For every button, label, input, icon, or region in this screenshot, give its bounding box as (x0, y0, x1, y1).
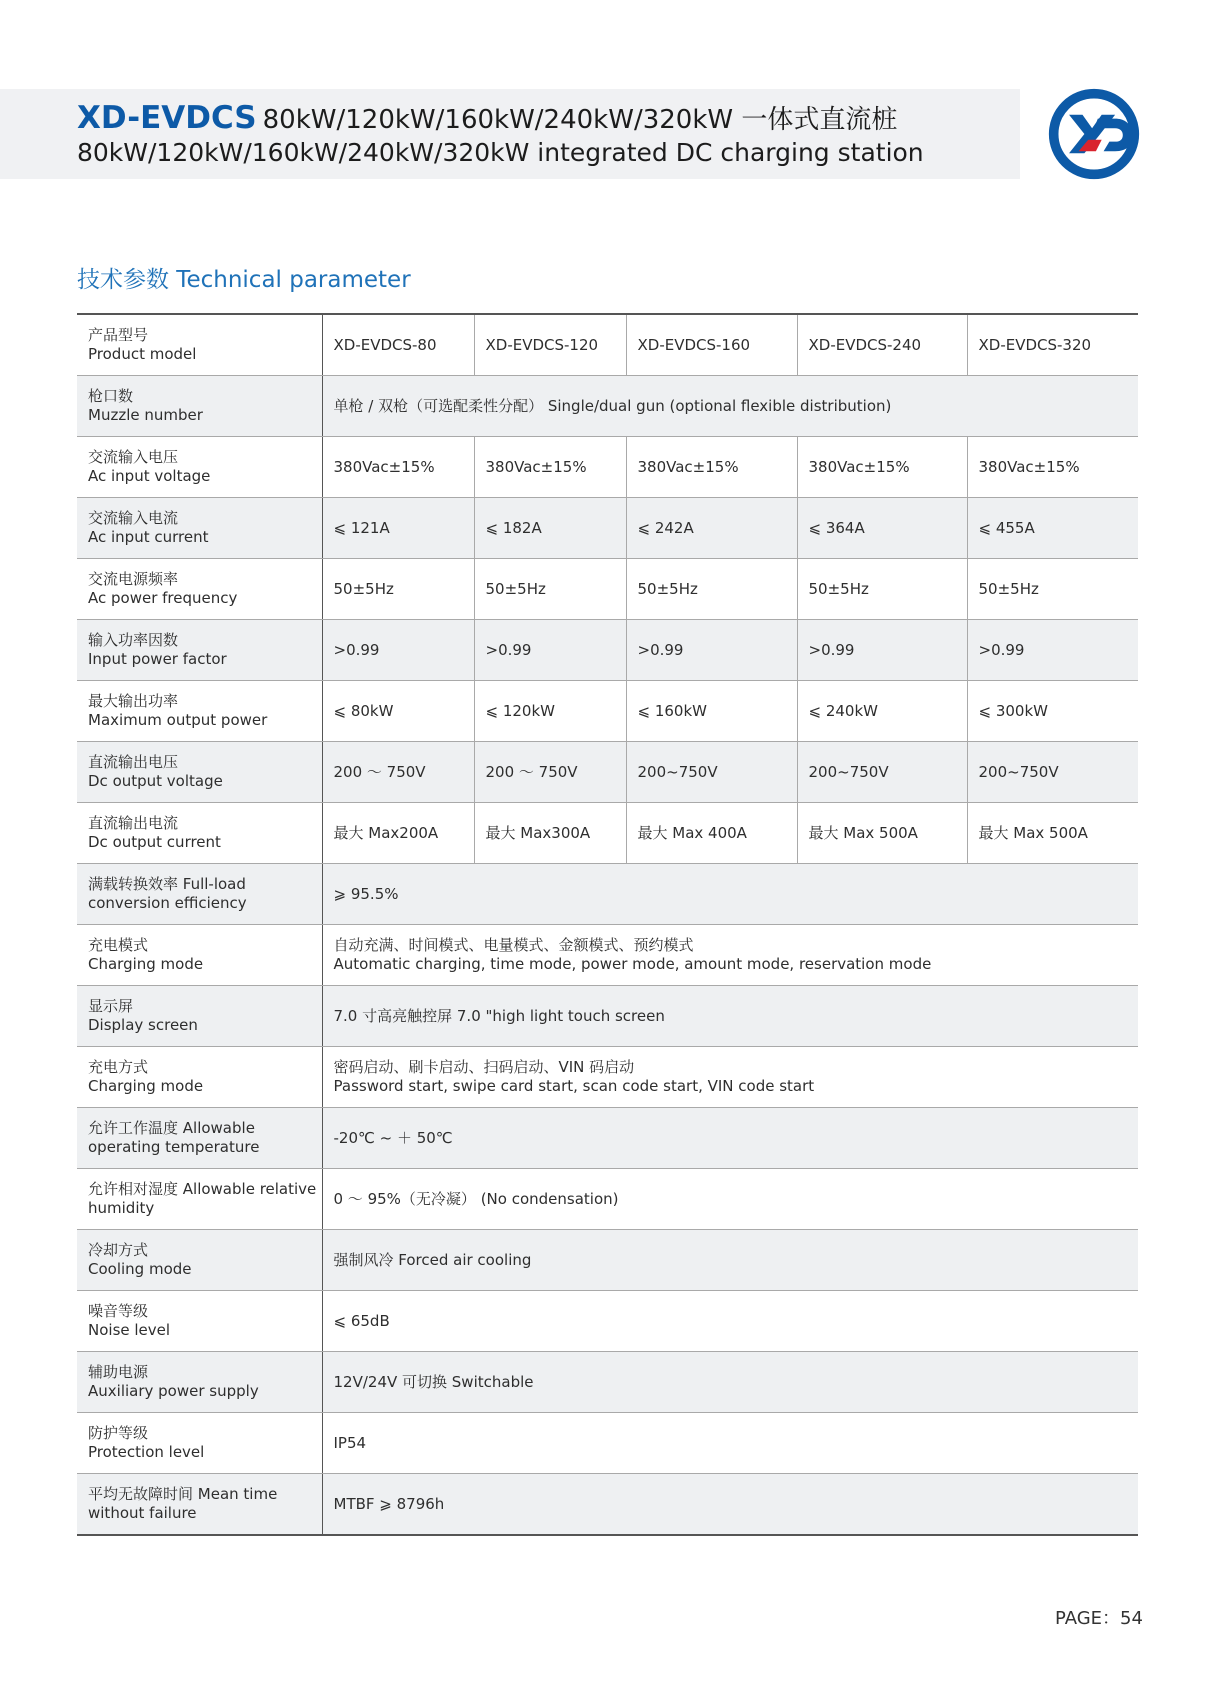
value-cell: ⩽ 120kW (474, 681, 626, 742)
value-cell: ⩽ 80kW (322, 681, 474, 742)
table-row (77, 742, 1138, 803)
value-cell: 最大 Max200A (322, 803, 474, 864)
value-span-cell (322, 376, 1138, 437)
model-header-cell: XD-EVDCS-160 (626, 314, 797, 376)
table-row (77, 1230, 1138, 1291)
value-line: 12V/24V 可切换 Switchable (333, 1372, 534, 1391)
row-label-zh: 满载转换效率 Full-load (88, 875, 246, 893)
section-title: 技术参数 Technical parameter (77, 267, 411, 293)
value-cell: 380Vac±15% (626, 437, 797, 498)
row-label-en: Product model (88, 345, 197, 363)
table-row (77, 437, 1138, 498)
value-cell: ⩽ 242A (626, 498, 797, 559)
value-cell: 最大 Max300A (474, 803, 626, 864)
row-label-en: Dc output voltage (88, 772, 223, 790)
row-label (77, 437, 322, 498)
value-cell: ⩽ 455A (967, 498, 1138, 559)
row-label-en: Auxiliary power supply (88, 1382, 259, 1400)
value-cell: 200~750V (797, 742, 967, 803)
value-line: Automatic charging, time mode, power mode, amount mode, reservation mode (333, 955, 932, 973)
title-cn (77, 99, 897, 136)
value-line: 自动充满、时间模式、电量模式、金额模式、预约模式 (333, 936, 694, 954)
row-label-zh: 防护等级 (88, 1424, 149, 1442)
value-cell: 最大 Max 500A (967, 803, 1138, 864)
title-en: 80kW/120kW/160kW/240kW/320kW integrated DC charging station (77, 138, 924, 167)
value-span-cell (322, 1474, 1138, 1536)
value-span-cell (322, 986, 1138, 1047)
value-cell: ⩽ 300kW (967, 681, 1138, 742)
table-row (77, 803, 1138, 864)
value-cell: ⩽ 160kW (626, 681, 797, 742)
table-row (77, 1108, 1138, 1169)
table-row (77, 1291, 1138, 1352)
row-label-zh: 枪口数 (88, 387, 134, 405)
row-label-zh: 直流输出电压 (88, 753, 179, 771)
value-cell: 50±5Hz (967, 559, 1138, 620)
row-label-zh: 辅助电源 (88, 1363, 149, 1381)
table-row (77, 1413, 1138, 1474)
value-span-cell (322, 1352, 1138, 1413)
value-cell: 200~750V (626, 742, 797, 803)
spec-table (77, 313, 1138, 1536)
value-line: 密码启动、刷卡启动、扫码启动、VIN 码启动 (333, 1058, 635, 1076)
value-line: 强制风冷 Forced air cooling (333, 1250, 532, 1269)
row-label (77, 1169, 322, 1230)
value-line: 单枪 / 双枪（可选配柔性分配） Single/dual gun (optional flexible distribution) (333, 396, 892, 415)
value-line: 7.0 寸高亮触控屏 7.0 "high light touch screen (333, 1006, 665, 1025)
row-label (77, 864, 322, 925)
value-span-cell (322, 1108, 1138, 1169)
row-label (77, 559, 322, 620)
row-label-zh: 冷却方式 (88, 1241, 149, 1259)
value-line: -20℃ ~ ＋ 50℃ (333, 1128, 453, 1147)
row-label-zh: 交流输入电压 (88, 448, 179, 466)
row-label-en: Noise level (88, 1321, 171, 1339)
row-label-en: Display screen (88, 1016, 198, 1034)
value-line: Password start, swipe card start, scan code start, VIN code start (333, 1077, 815, 1095)
value-cell: 200 ～ 750V (474, 742, 626, 803)
table-row (77, 681, 1138, 742)
row-label (77, 1230, 322, 1291)
table-row (77, 1169, 1138, 1230)
title-model: XD-EVDCS (77, 100, 257, 136)
page-number: PAGE：54 (1055, 1608, 1143, 1629)
row-label-en: Charging mode (88, 955, 204, 973)
row-label-zh: 交流电源频率 (88, 570, 179, 588)
row-label-en: Protection level (88, 1443, 205, 1461)
table-row (77, 1474, 1138, 1536)
model-header-cell: XD-EVDCS-120 (474, 314, 626, 376)
value-cell: >0.99 (797, 620, 967, 681)
value-span-cell (322, 864, 1138, 925)
model-header-cell: XD-EVDCS-320 (967, 314, 1138, 376)
value-cell: 380Vac±15% (967, 437, 1138, 498)
value-cell: 200 ～ 750V (322, 742, 474, 803)
row-label (77, 742, 322, 803)
value-cell: 50±5Hz (626, 559, 797, 620)
value-span-cell (322, 1291, 1138, 1352)
row-label-en: Ac input voltage (88, 467, 211, 485)
row-label-en: Muzzle number (88, 406, 203, 424)
row-label (77, 1108, 322, 1169)
value-span-cell (322, 1169, 1138, 1230)
row-label (77, 925, 322, 986)
value-cell: 最大 Max 400A (626, 803, 797, 864)
table-row (77, 1047, 1138, 1108)
row-label-en: Ac power frequency (88, 589, 238, 607)
value-span-cell (322, 925, 1138, 986)
row-label (77, 1474, 322, 1536)
row-label (77, 1047, 322, 1108)
row-label-en: Dc output current (88, 833, 221, 851)
row-label-zh: 允许相对湿度 Allowable relative (88, 1180, 317, 1198)
xd-logo-icon (1046, 86, 1142, 182)
row-label (77, 314, 322, 376)
value-cell: 50±5Hz (474, 559, 626, 620)
value-line: MTBF ⩾ 8796h (333, 1494, 445, 1513)
value-cell: 380Vac±15% (797, 437, 967, 498)
model-header-cell: XD-EVDCS-240 (797, 314, 967, 376)
row-label-en: without failure (88, 1504, 197, 1522)
row-label-en: Maximum output power (88, 711, 268, 729)
value-cell: 50±5Hz (797, 559, 967, 620)
title-cn-text: 80kW/120kW/160kW/240kW/320kW 一体式直流桩 (262, 105, 898, 135)
row-label-zh: 允许工作温度 Allowable (88, 1119, 255, 1137)
table-header-row (77, 314, 1138, 376)
table-row (77, 986, 1138, 1047)
value-cell: ⩽ 364A (797, 498, 967, 559)
table-row (77, 1352, 1138, 1413)
table-row (77, 620, 1138, 681)
row-label-en: humidity (88, 1199, 155, 1217)
value-cell: 最大 Max 500A (797, 803, 967, 864)
table-row (77, 376, 1138, 437)
table-row (77, 559, 1138, 620)
row-label (77, 1413, 322, 1474)
row-label (77, 498, 322, 559)
table-row (77, 498, 1138, 559)
value-span-cell (322, 1413, 1138, 1474)
row-label-en: Charging mode (88, 1077, 204, 1095)
table-row (77, 864, 1138, 925)
row-label-zh: 最大输出功率 (88, 692, 179, 710)
row-label-en: Ac input current (88, 528, 209, 546)
row-label (77, 986, 322, 1047)
row-label-zh: 充电模式 (88, 936, 149, 954)
value-cell: ⩽ 240kW (797, 681, 967, 742)
row-label-zh: 平均无故障时间 Mean time (88, 1485, 278, 1503)
row-label (77, 1291, 322, 1352)
row-label (77, 620, 322, 681)
row-label (77, 803, 322, 864)
row-label-zh: 产品型号 (88, 326, 149, 344)
row-label (77, 376, 322, 437)
model-header-cell: XD-EVDCS-80 (322, 314, 474, 376)
row-label-en: operating temperature (88, 1138, 260, 1156)
value-line: 0 ～ 95%（无冷凝） (No condensation) (333, 1189, 619, 1208)
value-line: ⩾ 95.5% (333, 884, 399, 903)
row-label-zh: 充电方式 (88, 1058, 149, 1076)
value-cell: >0.99 (626, 620, 797, 681)
row-label (77, 681, 322, 742)
value-cell: >0.99 (474, 620, 626, 681)
value-cell: 200~750V (967, 742, 1138, 803)
value-line: ⩽ 65dB (333, 1311, 390, 1330)
value-cell: ⩽ 121A (322, 498, 474, 559)
row-label-en: conversion efficiency (88, 894, 247, 912)
row-label (77, 1352, 322, 1413)
value-cell: >0.99 (967, 620, 1138, 681)
row-label-en: Cooling mode (88, 1260, 192, 1278)
value-cell: >0.99 (322, 620, 474, 681)
value-span-cell (322, 1047, 1138, 1108)
value-cell: 380Vac±15% (474, 437, 626, 498)
row-label-zh: 输入功率因数 (88, 631, 179, 649)
value-cell: 50±5Hz (322, 559, 474, 620)
table-row (77, 925, 1138, 986)
row-label-zh: 显示屏 (88, 997, 134, 1015)
value-cell: ⩽ 182A (474, 498, 626, 559)
row-label-zh: 交流输入电流 (88, 509, 179, 527)
row-label-en: Input power factor (88, 650, 227, 668)
value-line: IP54 (333, 1433, 367, 1452)
value-span-cell (322, 1230, 1138, 1291)
value-cell: 380Vac±15% (322, 437, 474, 498)
row-label-zh: 噪音等级 (88, 1302, 149, 1320)
row-label-zh: 直流输出电流 (88, 814, 179, 832)
